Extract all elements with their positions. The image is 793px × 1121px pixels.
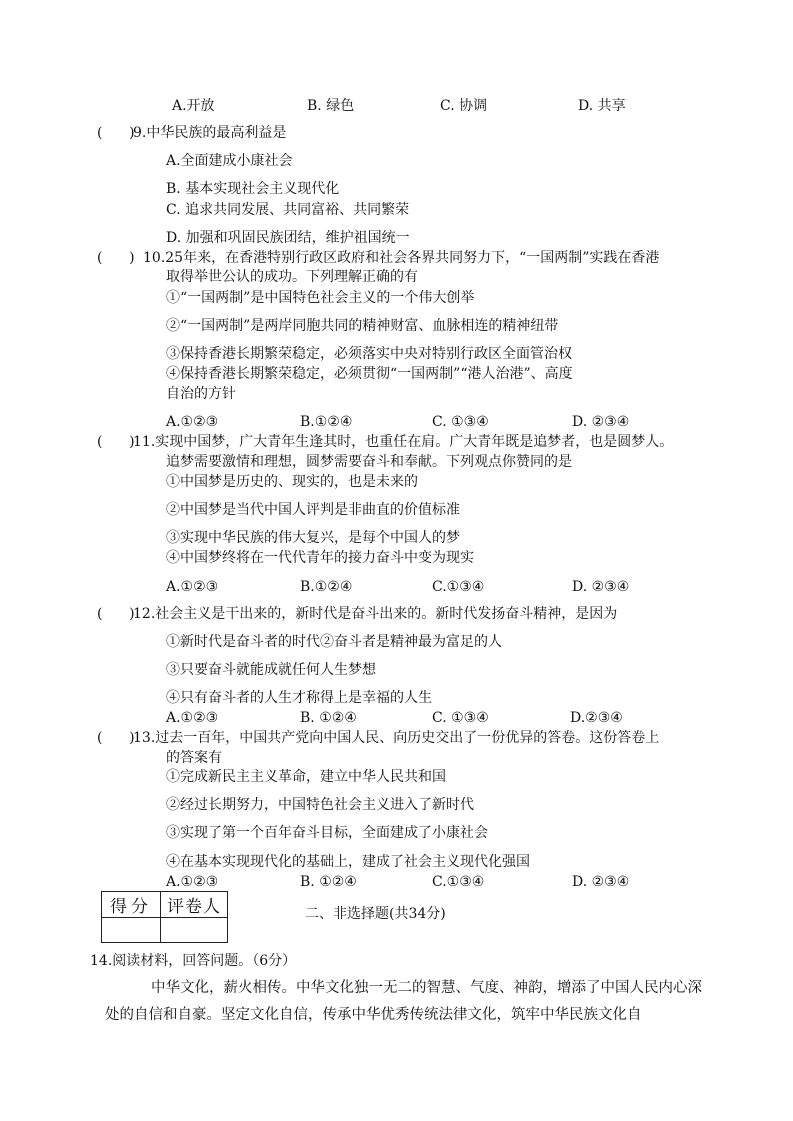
statement-4: ④保持香港长期繁荣稳定，必须贯彻“一国两制”“港人治港”、高度 — [166, 366, 573, 382]
answer-blank[interactable]: ( ) — [97, 730, 135, 746]
choice-b: B. ①②④ — [300, 874, 357, 890]
choice-a: A.①②③ — [166, 874, 219, 890]
score-label: 得分 — [102, 892, 161, 918]
statement-3: ③实现中华民族的伟大复兴，是每个中国人的梦 — [166, 530, 460, 546]
question-stem-line-1: 10.25年来，在香港特别行政区政府和社会各界共同努力下，“一国两制”实践在香港 — [143, 250, 660, 266]
choice-c: C. ①③④ — [432, 414, 489, 430]
answer-blank[interactable]: ( ) — [97, 250, 135, 266]
statement-4: ④在基本实现现代化的基础上，建成了社会主义现代化强国 — [166, 854, 530, 870]
option-b: B. 基本实现社会主义现代化 — [166, 181, 340, 197]
choice-c: C. 协调 — [440, 98, 488, 114]
grader-label: 评卷人 — [161, 892, 228, 918]
choice-d: D. ②③④ — [572, 414, 630, 430]
choice-d: D. 共享 — [578, 98, 626, 114]
option-d: D. 加强和巩固民族团结，维护祖国统一 — [166, 230, 410, 246]
question-stem-line-1: 13.过去一百年，中国共产党向中国人民、向历史交出了一份优异的答卷。这份答卷上 — [133, 730, 660, 746]
statement-1: ①完成新民主主义革命，建立中华人民共和国 — [166, 769, 446, 785]
question-stem: 12.社会主义是干出来的，新时代是奋斗出来的。新时代发扬奋斗精神，是因为 — [133, 606, 618, 622]
grader-cell[interactable] — [161, 918, 228, 943]
option-a: A.全面建成小康社会 — [166, 153, 293, 169]
question-14-stem: 14.阅读材料，回答问题。（6分） — [90, 953, 297, 969]
statement-2: ②经过长期努力，中国特色社会主义进入了新时代 — [166, 797, 474, 813]
choice-d: D.②③④ — [570, 710, 623, 726]
choice-d: D. ②③④ — [572, 579, 630, 595]
choice-a: A.开放 — [172, 98, 215, 114]
choice-a: A.①②③ — [166, 414, 219, 430]
statement-3: ③保持香港长期繁荣稳定，必须落实中央对特别行政区全面管治权 — [166, 346, 572, 362]
choice-c: C.①③④ — [432, 579, 485, 595]
statement-1: ①“一国两制”是中国特色社会主义的一个伟大创举 — [166, 290, 475, 306]
choice-c: C. ①③④ — [432, 710, 489, 726]
section-title: 二、非选择题(共34分) — [305, 906, 446, 922]
answer-blank[interactable]: ( ) — [97, 434, 135, 450]
choice-b: B. ①②④ — [300, 710, 357, 726]
answer-blank[interactable]: ( ) — [97, 125, 135, 141]
choice-a: A.①②③ — [166, 579, 219, 595]
question-stem-line-2: 的答案有 — [166, 750, 222, 766]
statement-3: ③只要奋斗就能成就任何人生梦想 — [166, 662, 376, 678]
choice-d: D. ②③④ — [572, 874, 630, 890]
choice-a: A.①②③ — [166, 710, 219, 726]
score-table — [101, 891, 228, 943]
answer-blank[interactable]: ( ) — [97, 606, 135, 622]
statement-1: ①中国梦是历史的、现实的，也是未来的 — [166, 474, 418, 490]
statement-2: ②中国梦是当代中国人评判是非曲直的价值标准 — [166, 502, 460, 518]
score-cell[interactable] — [102, 918, 161, 943]
question-stem-line-2: 取得举世公认的成功。下列理解正确的有 — [166, 269, 418, 285]
option-c: C. 追求共同发展、共同富裕、共同繁荣 — [166, 202, 410, 218]
choice-b: B.①②④ — [300, 579, 353, 595]
statement-3: ③实现了第一个百年奋斗目标，全面建成了小康社会 — [166, 825, 488, 841]
question-stem-line-2: 追梦需要激情和理想，圆梦需要奋斗和奉献。下列观点你赞同的是 — [166, 454, 572, 470]
choice-c: C.①③④ — [432, 874, 485, 890]
question-stem-line-1: 11.实现中国梦，广大青年生逢其时，也重任在肩。广大青年既是追梦者，也是圆梦人。 — [133, 434, 674, 450]
choice-b: B.①②④ — [300, 414, 353, 430]
statement-4: ④只有奋斗者的人生才称得上是幸福的人生 — [166, 690, 432, 706]
statement-2: ②“一国两制”是两岸同胞共同的精神财富、血脉相连的精神纽带 — [166, 318, 559, 334]
question-14-material: 中华文化，薪火相传。中华文化独一无二的智慧、气度、神韵，增添了中国人民内心深处的自信和自豪。坚定文化自信，传承中华优秀传统法律文化，筑牢中华民族文化自 — [105, 980, 702, 1023]
statement-4-cont: 自治的方针 — [166, 386, 236, 402]
statement-4: ④中国梦终将在一代代青年的接力奋斗中变为现实 — [166, 550, 474, 566]
statement-1-2: ①新时代是奋斗者的时代②奋斗者是精神最为富足的人 — [166, 634, 502, 650]
choice-b: B. 绿色 — [307, 98, 355, 114]
question-stem: 9.中华民族的最高利益是 — [133, 125, 287, 141]
